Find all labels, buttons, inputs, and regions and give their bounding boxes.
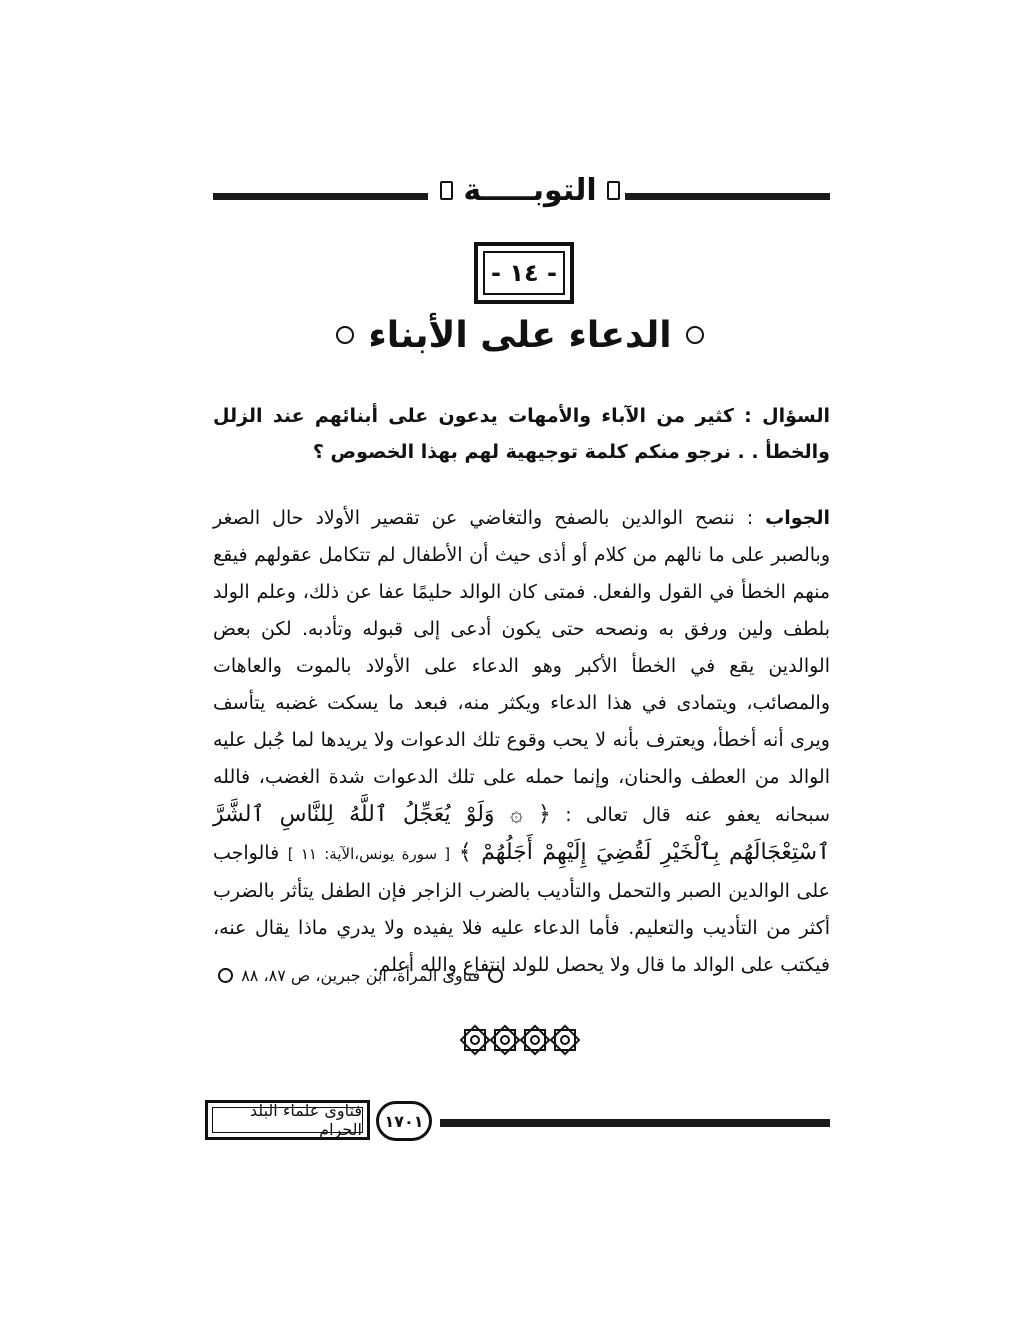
circle-bullet-icon xyxy=(488,968,503,983)
chapter-title: التوبـــــة xyxy=(463,172,597,208)
fatwa-title-text: الدعاء على الأبناء xyxy=(368,314,672,356)
answer-label: الجواب xyxy=(765,507,830,529)
square-bullet-icon xyxy=(607,181,620,200)
footnote xyxy=(213,966,503,985)
quran-verse: ﴿ ۞ وَلَوْ يُعَجِّلُ ٱللَّهُ لِلنَّاسِ ٱلشَّرَّ ٱسْتِعْجَالَهُم بِٱلْخَيْرِ لَقُضِيَ إِلَيْهِمْ أَجَلُهُمْ ﴾ xyxy=(213,802,830,865)
page-number: ١٧٠١ xyxy=(376,1101,432,1141)
circle-bullet-icon xyxy=(218,968,233,983)
answer-text-2: فالواجب على الوالدين الصبر والتحمل والتأديب بالضرب الزاجر فإن الطفل يتأثر بالضرب أكثر من التأديب والتعليم. فأما الدعاء عليه فلا يفيده ولا يدري ماذا يقال عنه، فيكتب على الوالد ما قال ولا يحصل للولد انتفاع والله أعلم. xyxy=(213,842,830,976)
header-rule-left xyxy=(213,193,428,200)
answer-text-1: : ننصح الوالدين بالصفح والتغاضي عن تقصير الأولاد حال الصغر وبالصبر على ما نالهم من كلام أو أذى حيث أن الأطفال لم تتكامل عقولهم فيقع منهم الخطأ في القول والفعل. فمتى كان الوالد حليمًا عفا عن ذلك، وعلم الولد بلطف ولين ورفق به ونصحه حتى يكون أدعى إلى قبوله وتأدبه. لكن بعض الوالدين يقع في الخطأ الأكبر وهو الدعاء على الأولاد بالموت والعاهات والمصائب، ويتمادى في هذا الدعاء ويكثر منه، فبعد ما يسكت غضبه يتأسف ويرى أنه أخطأ، ويعترف بأنه لا يحب وقوع تلك الدعوات ولا يريدها لما جُبل عليه الوالد من العطف والحنان، وإنما حمله على تلك الدعوات شدة الغضب، فالله سبحانه يعفو عنه قال تعالى : xyxy=(213,507,830,826)
answer-paragraph xyxy=(213,500,830,984)
footer-book-box xyxy=(205,1100,370,1140)
fatwa-title xyxy=(300,310,740,360)
header-rule-right xyxy=(625,193,830,200)
question-text: : كثير من الآباء والأمهات يدعون على أبنائهم عند الزلل والخطأ . . نرجو منكم كلمة توجيهية لهم بهذا الخصوص ؟ xyxy=(213,405,830,463)
running-header xyxy=(440,168,620,212)
footnote-text: فتاوى المرأة، ابن جبرين، ص ٨٧، ٨٨ xyxy=(241,966,480,985)
circle-bullet-icon xyxy=(686,326,704,344)
verse-source: [ سورة يونس،الآية: ١١ ] xyxy=(287,845,451,863)
question-label: السؤال xyxy=(762,405,830,427)
footer-book-title: فتاوى علماء البلد الحرام xyxy=(212,1107,363,1133)
square-bullet-icon xyxy=(440,181,453,200)
fatwa-number-box xyxy=(474,242,574,304)
circle-bullet-icon xyxy=(336,326,354,344)
footer-rule xyxy=(440,1119,830,1127)
fatwa-number: - ١٤ - xyxy=(483,251,565,295)
question-paragraph xyxy=(213,398,830,470)
ornament-divider-icon xyxy=(460,1022,580,1058)
